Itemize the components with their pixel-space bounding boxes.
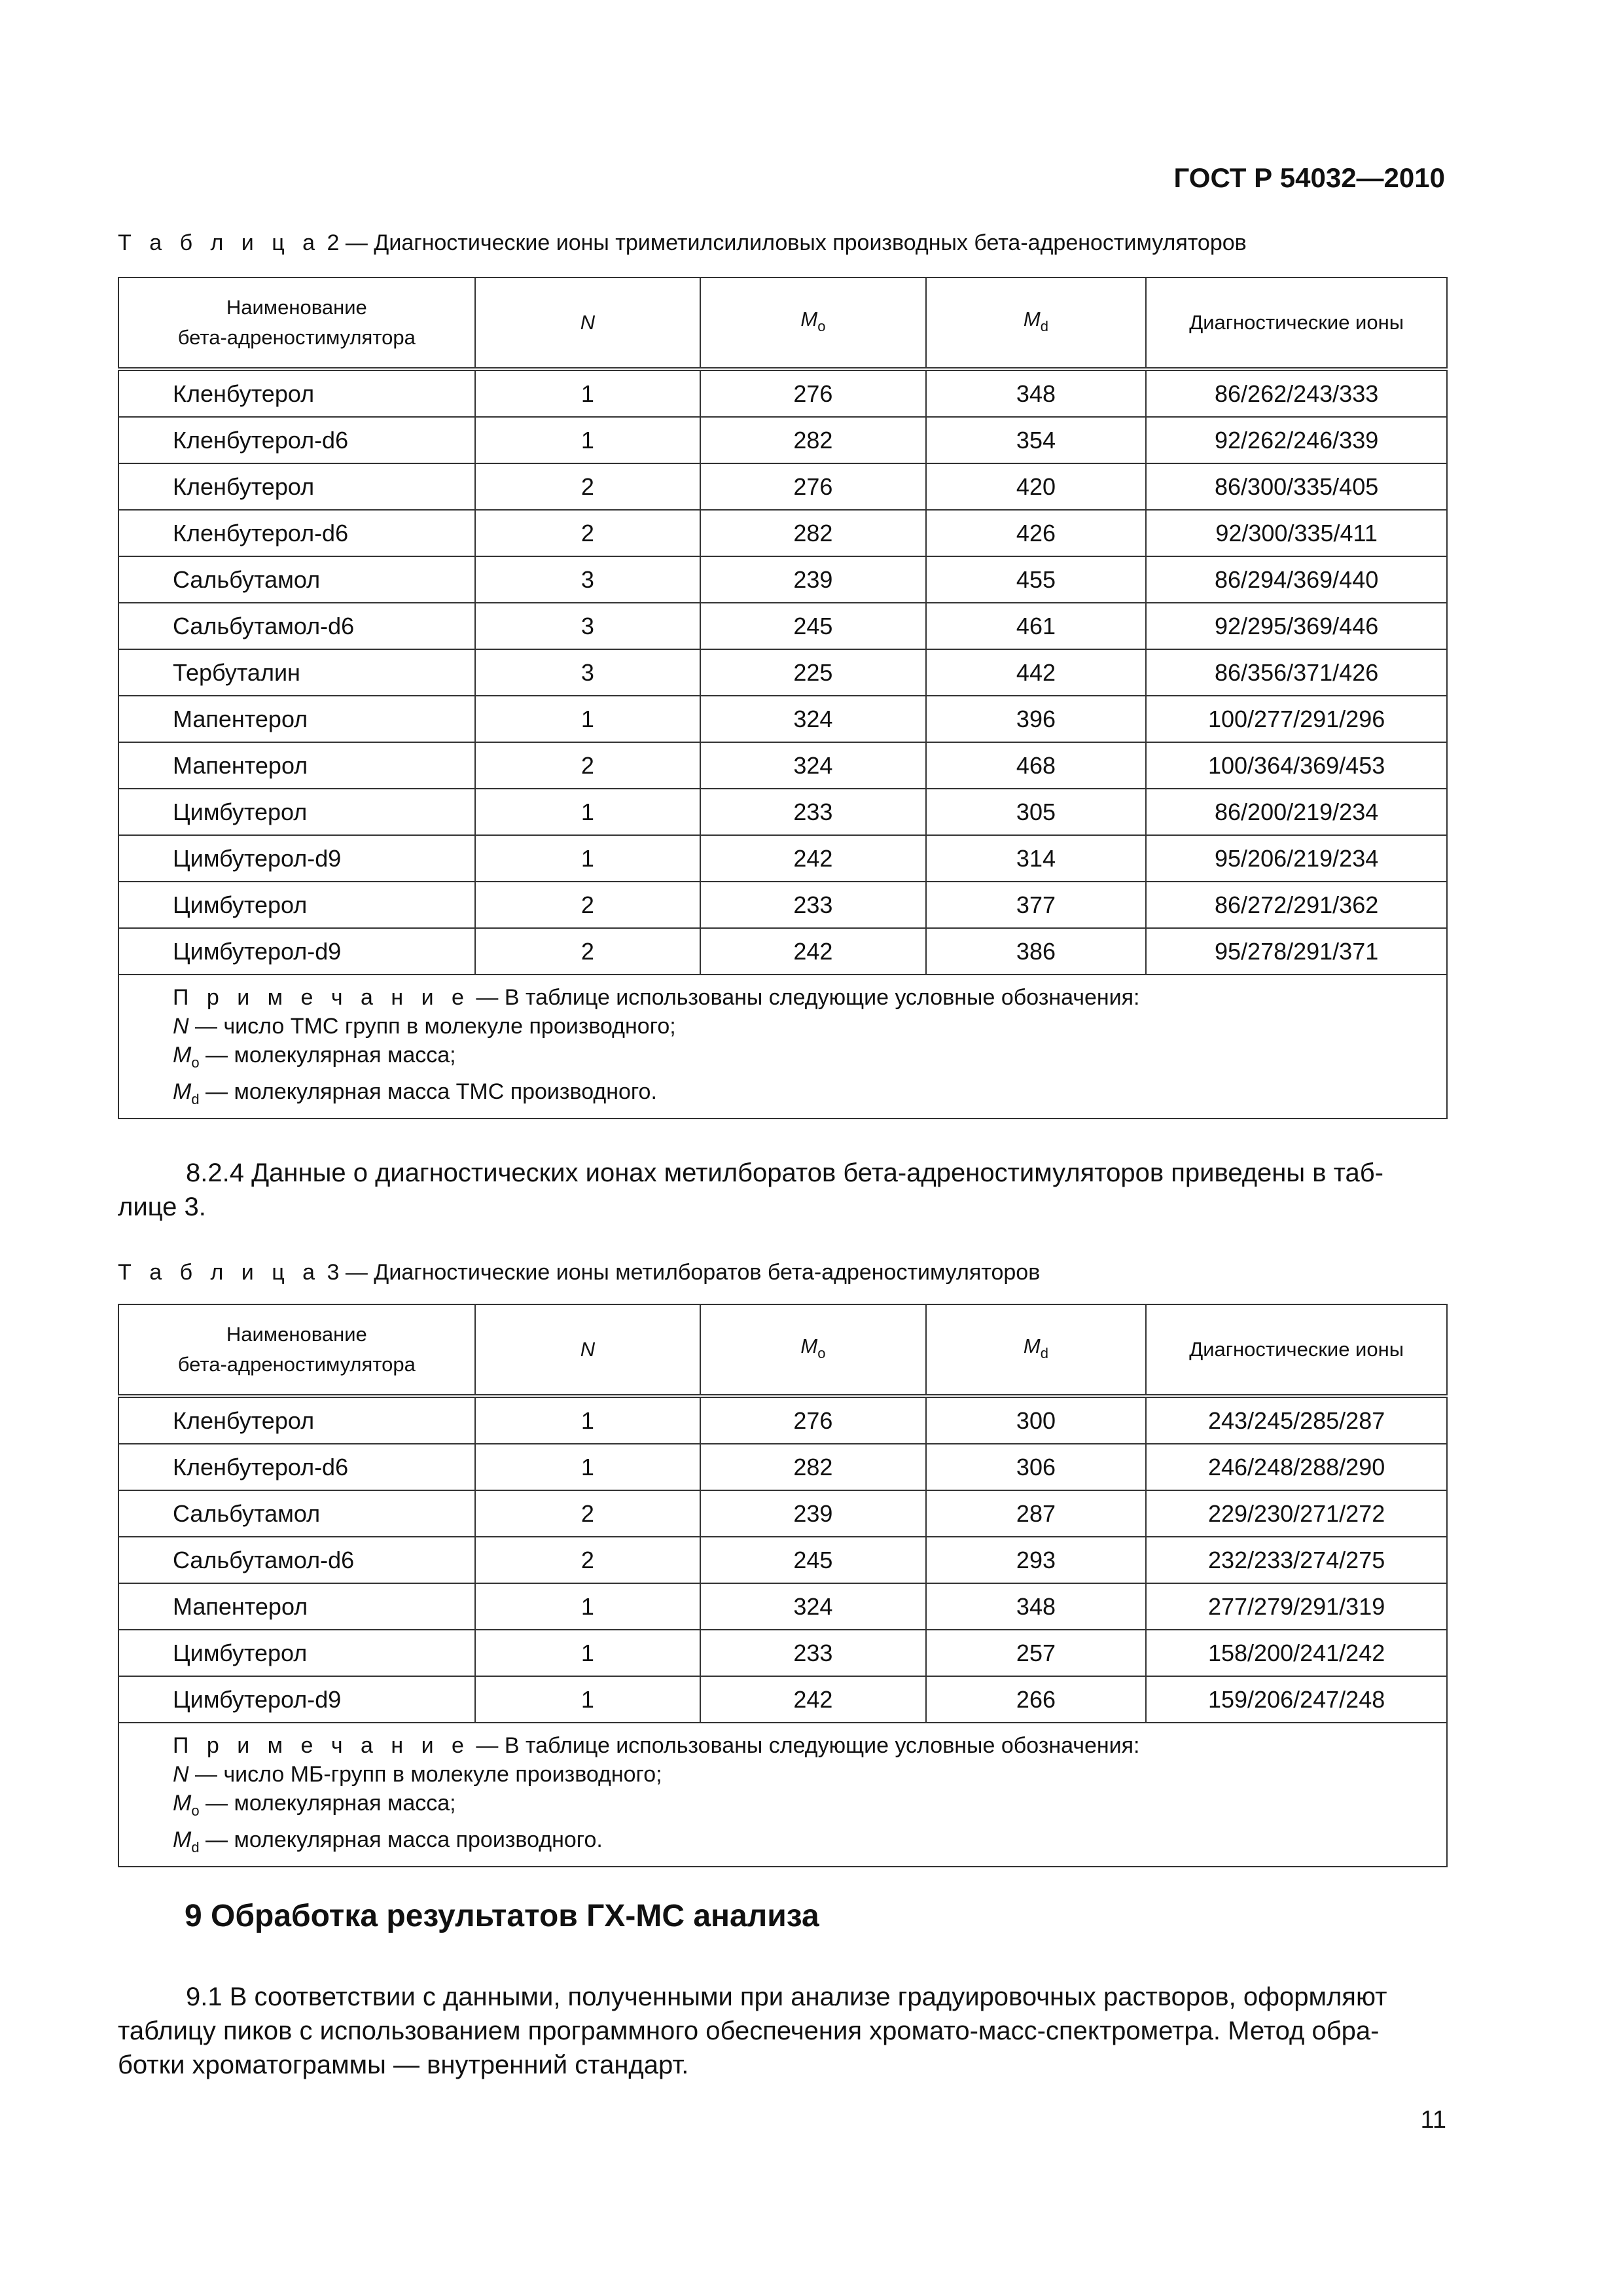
table2-name-cell: Кленбутерол bbox=[118, 369, 475, 417]
table2-name-cell: Мапентерол bbox=[118, 696, 475, 742]
table3-row bbox=[118, 1537, 1447, 1583]
table3-name-cell: Цимбутерол-d9 bbox=[118, 1676, 475, 1723]
table2-md-cell: 461 bbox=[926, 603, 1147, 649]
table2-mo-cell: 239 bbox=[700, 556, 926, 603]
table2-ions-cell: 86/294/369/440 bbox=[1146, 556, 1447, 603]
table2-md-cell: 354 bbox=[926, 417, 1147, 463]
table2-mo-cell: 324 bbox=[700, 696, 926, 742]
table2-n-cell: 1 bbox=[475, 789, 701, 835]
table3-name-cell: Кленбутерол-d6 bbox=[118, 1444, 475, 1490]
table2-mo-cell: 242 bbox=[700, 835, 926, 882]
table3-ions-cell: 277/279/291/319 bbox=[1146, 1583, 1447, 1630]
table2-note-intro bbox=[173, 983, 1446, 1012]
table3-ions-cell: 243/245/285/287 bbox=[1146, 1396, 1447, 1444]
table3-n-cell: 1 bbox=[475, 1583, 701, 1630]
table2-name-cell: Кленбутерол-d6 bbox=[118, 417, 475, 463]
table2-mo-cell: 282 bbox=[700, 510, 926, 556]
table2-note-mo-text: — молекулярная масса; bbox=[199, 1043, 456, 1067]
table3-n-cell: 2 bbox=[475, 1537, 701, 1583]
table2-note-mo bbox=[173, 1041, 1446, 1077]
table2-row bbox=[118, 696, 1447, 742]
table3-md-cell: 287 bbox=[926, 1490, 1147, 1537]
table3-note-intro-text: — В таблице использованы следующие условные обозначения: bbox=[469, 1733, 1140, 1758]
paragraph-8-2-4-line1: 8.2.4 Данные о диагностических ионах метилборатов бета-адреностимуляторов приведены в таб- bbox=[186, 1158, 1383, 1187]
table3-note bbox=[118, 1723, 1447, 1867]
table2-mo-cell: 276 bbox=[700, 463, 926, 510]
table2-name-cell: Кленбутерол-d6 bbox=[118, 510, 475, 556]
table3-col-n bbox=[475, 1304, 701, 1396]
table3-md-cell: 306 bbox=[926, 1444, 1147, 1490]
table2-row bbox=[118, 928, 1447, 975]
table3-name-cell: Мапентерол bbox=[118, 1583, 475, 1630]
table2-mo-cell: 233 bbox=[700, 789, 926, 835]
table2-caption-prefix: Т а б л и ц а bbox=[118, 230, 321, 255]
paragraph-8-2-4-line2: лице 3. bbox=[118, 1193, 206, 1221]
table3-name-cell: Кленбутерол bbox=[118, 1396, 475, 1444]
table2-n-cell: 2 bbox=[475, 882, 701, 928]
table3-n-cell: 2 bbox=[475, 1490, 701, 1537]
table2-name-cell: Мапентерол bbox=[118, 742, 475, 789]
table2-name-cell: Цимбутерол-d9 bbox=[118, 928, 475, 975]
table3-mo-cell: 242 bbox=[700, 1676, 926, 1723]
table3-row bbox=[118, 1630, 1447, 1676]
paragraph-8-2-4 bbox=[118, 1156, 1448, 1224]
table2-md-cell: 396 bbox=[926, 696, 1147, 742]
table2-note-md-sym: M bbox=[173, 1079, 192, 1104]
table2-ions-cell: 86/300/335/405 bbox=[1146, 463, 1447, 510]
table2-md-cell: 468 bbox=[926, 742, 1147, 789]
table2-note-mo-sym: M bbox=[173, 1043, 192, 1067]
table3-mo-cell: 239 bbox=[700, 1490, 926, 1537]
table2-ions-cell: 95/278/291/371 bbox=[1146, 928, 1447, 975]
table2-col-mo-label: M bbox=[800, 307, 818, 331]
table2-note-mo-sub: o bbox=[191, 1054, 200, 1071]
table3-note-md bbox=[173, 1825, 1446, 1862]
standard-id: ГОСТ Р 54032—2010 bbox=[1173, 162, 1445, 193]
table2-md-cell: 386 bbox=[926, 928, 1147, 975]
table3-name-cell: Сальбутамол bbox=[118, 1490, 475, 1537]
table2-note-n-text: — число ТМС групп в молекуле производного; bbox=[188, 1014, 676, 1039]
table2-header-row bbox=[118, 278, 1447, 369]
paragraph-9-1 bbox=[118, 1980, 1448, 2082]
table2-row bbox=[118, 417, 1447, 463]
table2-note-n bbox=[173, 1012, 1446, 1041]
table2-col-mo-sub: o bbox=[817, 317, 826, 334]
table3-col-md-label: M bbox=[1023, 1334, 1041, 1357]
table2-md-cell: 314 bbox=[926, 835, 1147, 882]
table2-md-cell: 305 bbox=[926, 789, 1147, 835]
table2-note-intro-text: — В таблице использованы следующие условные обозначения: bbox=[469, 985, 1140, 1010]
table2-note-md bbox=[173, 1077, 1446, 1114]
table3-caption-text: 3 — Диагностические ионы метилборатов бета-адреностимуляторов bbox=[321, 1260, 1041, 1285]
table2-caption-text: 2 — Диагностические ионы триметилсилиловых производных бета-адреностимуляторов bbox=[321, 230, 1247, 255]
table3-row bbox=[118, 1583, 1447, 1630]
table2-md-cell: 442 bbox=[926, 649, 1147, 696]
table2-ions-cell: 100/364/369/453 bbox=[1146, 742, 1447, 789]
table2-mo-cell: 225 bbox=[700, 649, 926, 696]
table2-n-cell: 2 bbox=[475, 510, 701, 556]
table3-note-mo-sym: M bbox=[173, 1791, 192, 1816]
table3-row bbox=[118, 1396, 1447, 1444]
table2-row bbox=[118, 369, 1447, 417]
table3-n-cell: 1 bbox=[475, 1396, 701, 1444]
table2-col-mo bbox=[700, 278, 926, 369]
page-number: 11 bbox=[1420, 2106, 1446, 2134]
table3-caption bbox=[118, 1260, 1040, 1285]
table3-row bbox=[118, 1490, 1447, 1537]
table2-row bbox=[118, 789, 1447, 835]
table3-note-n-text: — число МБ-групп в молекуле производного; bbox=[188, 1762, 662, 1787]
table2-name-cell: Сальбутамол-d6 bbox=[118, 603, 475, 649]
table3-md-cell: 266 bbox=[926, 1676, 1147, 1723]
table3-ions-cell: 229/230/271/272 bbox=[1146, 1490, 1447, 1537]
table3-col-md-sub: d bbox=[1040, 1344, 1048, 1361]
table3-col-name-line1: Наименование bbox=[226, 1323, 367, 1346]
table2-row bbox=[118, 835, 1447, 882]
table2-ions-cell: 100/277/291/296 bbox=[1146, 696, 1447, 742]
table3-mo-cell: 233 bbox=[700, 1630, 926, 1676]
table2-ions-cell: 86/356/371/426 bbox=[1146, 649, 1447, 696]
table2-col-name-line2: бета-адреностимулятора bbox=[177, 326, 416, 349]
table2-name-cell: Цимбутерол bbox=[118, 882, 475, 928]
table3 bbox=[118, 1304, 1448, 1867]
table3-caption-prefix: Т а б л и ц а bbox=[118, 1260, 321, 1285]
table2-mo-cell: 242 bbox=[700, 928, 926, 975]
table3-note-mo bbox=[173, 1789, 1446, 1825]
table3-name-cell: Цимбутерол bbox=[118, 1630, 475, 1676]
table2-md-cell: 455 bbox=[926, 556, 1147, 603]
table2-ions-cell: 95/206/219/234 bbox=[1146, 835, 1447, 882]
table2 bbox=[118, 277, 1448, 1119]
table2-n-cell: 3 bbox=[475, 556, 701, 603]
table2-ions-cell: 86/272/291/362 bbox=[1146, 882, 1447, 928]
table3-note-md-sub: d bbox=[191, 1839, 200, 1856]
table3-n-cell: 1 bbox=[475, 1676, 701, 1723]
table2-n-cell: 2 bbox=[475, 928, 701, 975]
table2-n-cell: 2 bbox=[475, 463, 701, 510]
table2-row bbox=[118, 603, 1447, 649]
table3-col-name bbox=[118, 1304, 475, 1396]
table3-note-row bbox=[118, 1723, 1447, 1867]
table3-ions-cell: 159/206/247/248 bbox=[1146, 1676, 1447, 1723]
table2-n-cell: 1 bbox=[475, 417, 701, 463]
table3-md-cell: 348 bbox=[926, 1583, 1147, 1630]
paragraph-9-1-line1: 9.1 В соответствии с данными, полученными при анализе градуировочных растворов, оформляют bbox=[186, 1982, 1387, 2011]
table2-col-md-sub: d bbox=[1040, 317, 1048, 334]
table2-ions-cell: 92/262/246/339 bbox=[1146, 417, 1447, 463]
table2-col-ions: Диагностические ионы bbox=[1146, 278, 1447, 369]
table2-note bbox=[118, 975, 1447, 1119]
table2-n-cell: 1 bbox=[475, 696, 701, 742]
table3-col-ions: Диагностические ионы bbox=[1146, 1304, 1447, 1396]
table2-row bbox=[118, 882, 1447, 928]
table3-row bbox=[118, 1444, 1447, 1490]
table2-md-cell: 420 bbox=[926, 463, 1147, 510]
table3-md-cell: 300 bbox=[926, 1396, 1147, 1444]
table3-mo-cell: 282 bbox=[700, 1444, 926, 1490]
table2-note-prefix: П р и м е ч а н и е bbox=[173, 985, 470, 1010]
table2-mo-cell: 276 bbox=[700, 369, 926, 417]
table3-col-md bbox=[926, 1304, 1147, 1396]
table2-note-row bbox=[118, 975, 1447, 1119]
table2-note-md-text: — молекулярная масса ТМС производного. bbox=[199, 1079, 657, 1104]
table2-md-cell: 426 bbox=[926, 510, 1147, 556]
table3-md-cell: 293 bbox=[926, 1537, 1147, 1583]
table3-note-prefix: П р и м е ч а н и е bbox=[173, 1733, 470, 1758]
table3-col-mo bbox=[700, 1304, 926, 1396]
table2-n-cell: 1 bbox=[475, 369, 701, 417]
table2-n-cell: 3 bbox=[475, 603, 701, 649]
table3-col-mo-label: M bbox=[800, 1334, 818, 1357]
table2-row bbox=[118, 510, 1447, 556]
table2-ions-cell: 86/262/243/333 bbox=[1146, 369, 1447, 417]
table3-mo-cell: 324 bbox=[700, 1583, 926, 1630]
table2-col-md-label: M bbox=[1023, 307, 1041, 331]
table3-col-n-label: N bbox=[580, 1338, 596, 1361]
table2-n-cell: 1 bbox=[475, 835, 701, 882]
table2-mo-cell: 324 bbox=[700, 742, 926, 789]
table2-mo-cell: 282 bbox=[700, 417, 926, 463]
table2-note-n-sym: N bbox=[173, 1014, 189, 1039]
table2-name-cell: Цимбутерол bbox=[118, 789, 475, 835]
table2-row bbox=[118, 463, 1447, 510]
table2-ions-cell: 92/295/369/446 bbox=[1146, 603, 1447, 649]
table3-note-n bbox=[173, 1760, 1446, 1789]
paragraph-9-1-line3: ботки хроматограммы — внутренний стандарт. bbox=[118, 2051, 689, 2079]
table2-note-md-sub: d bbox=[191, 1091, 200, 1107]
table2-col-n-label: N bbox=[580, 311, 596, 334]
table3-note-md-sym: M bbox=[173, 1827, 192, 1852]
table3-ions-cell: 246/248/288/290 bbox=[1146, 1444, 1447, 1490]
table3-header-row bbox=[118, 1304, 1447, 1396]
table3-col-mo-sub: o bbox=[817, 1344, 826, 1361]
table3-n-cell: 1 bbox=[475, 1444, 701, 1490]
table3-row bbox=[118, 1676, 1447, 1723]
table2-col-n bbox=[475, 278, 701, 369]
table2-caption bbox=[118, 230, 1247, 256]
table2-mo-cell: 233 bbox=[700, 882, 926, 928]
table2-col-name bbox=[118, 278, 475, 369]
table2-name-cell: Цимбутерол-d9 bbox=[118, 835, 475, 882]
table2-md-cell: 377 bbox=[926, 882, 1147, 928]
table3-n-cell: 1 bbox=[475, 1630, 701, 1676]
table2-name-cell: Тербуталин bbox=[118, 649, 475, 696]
table2-col-md bbox=[926, 278, 1147, 369]
table3-mo-cell: 245 bbox=[700, 1537, 926, 1583]
table3-note-intro bbox=[173, 1731, 1446, 1760]
table2-mo-cell: 245 bbox=[700, 603, 926, 649]
table2-md-cell: 348 bbox=[926, 369, 1147, 417]
table2-row bbox=[118, 556, 1447, 603]
table2-row bbox=[118, 742, 1447, 789]
table2-name-cell: Сальбутамол bbox=[118, 556, 475, 603]
table3-col-name-line2: бета-адреностимулятора bbox=[177, 1353, 416, 1376]
table2-n-cell: 2 bbox=[475, 742, 701, 789]
table3-note-mo-sub: o bbox=[191, 1803, 200, 1819]
table2-row bbox=[118, 649, 1447, 696]
table2-n-cell: 3 bbox=[475, 649, 701, 696]
table3-ions-cell: 158/200/241/242 bbox=[1146, 1630, 1447, 1676]
table3-note-md-text: — молекулярная масса производного. bbox=[199, 1827, 603, 1852]
table2-col-name-line1: Наименование bbox=[226, 296, 367, 319]
section-9-heading: 9 Обработка результатов ГХ-МС анализа bbox=[185, 1899, 819, 1933]
table3-name-cell: Сальбутамол-d6 bbox=[118, 1537, 475, 1583]
table2-name-cell: Кленбутерол bbox=[118, 463, 475, 510]
table3-note-mo-text: — молекулярная масса; bbox=[199, 1791, 456, 1816]
table2-ions-cell: 86/200/219/234 bbox=[1146, 789, 1447, 835]
table3-md-cell: 257 bbox=[926, 1630, 1147, 1676]
table3-ions-cell: 232/233/274/275 bbox=[1146, 1537, 1447, 1583]
table2-ions-cell: 92/300/335/411 bbox=[1146, 510, 1447, 556]
paragraph-9-1-line2: таблицу пиков с использованием программного обеспечения хромато-масс-спектрометра. Метод обра- bbox=[118, 2017, 1380, 2045]
table3-mo-cell: 276 bbox=[700, 1396, 926, 1444]
table3-note-n-sym: N bbox=[173, 1762, 189, 1787]
